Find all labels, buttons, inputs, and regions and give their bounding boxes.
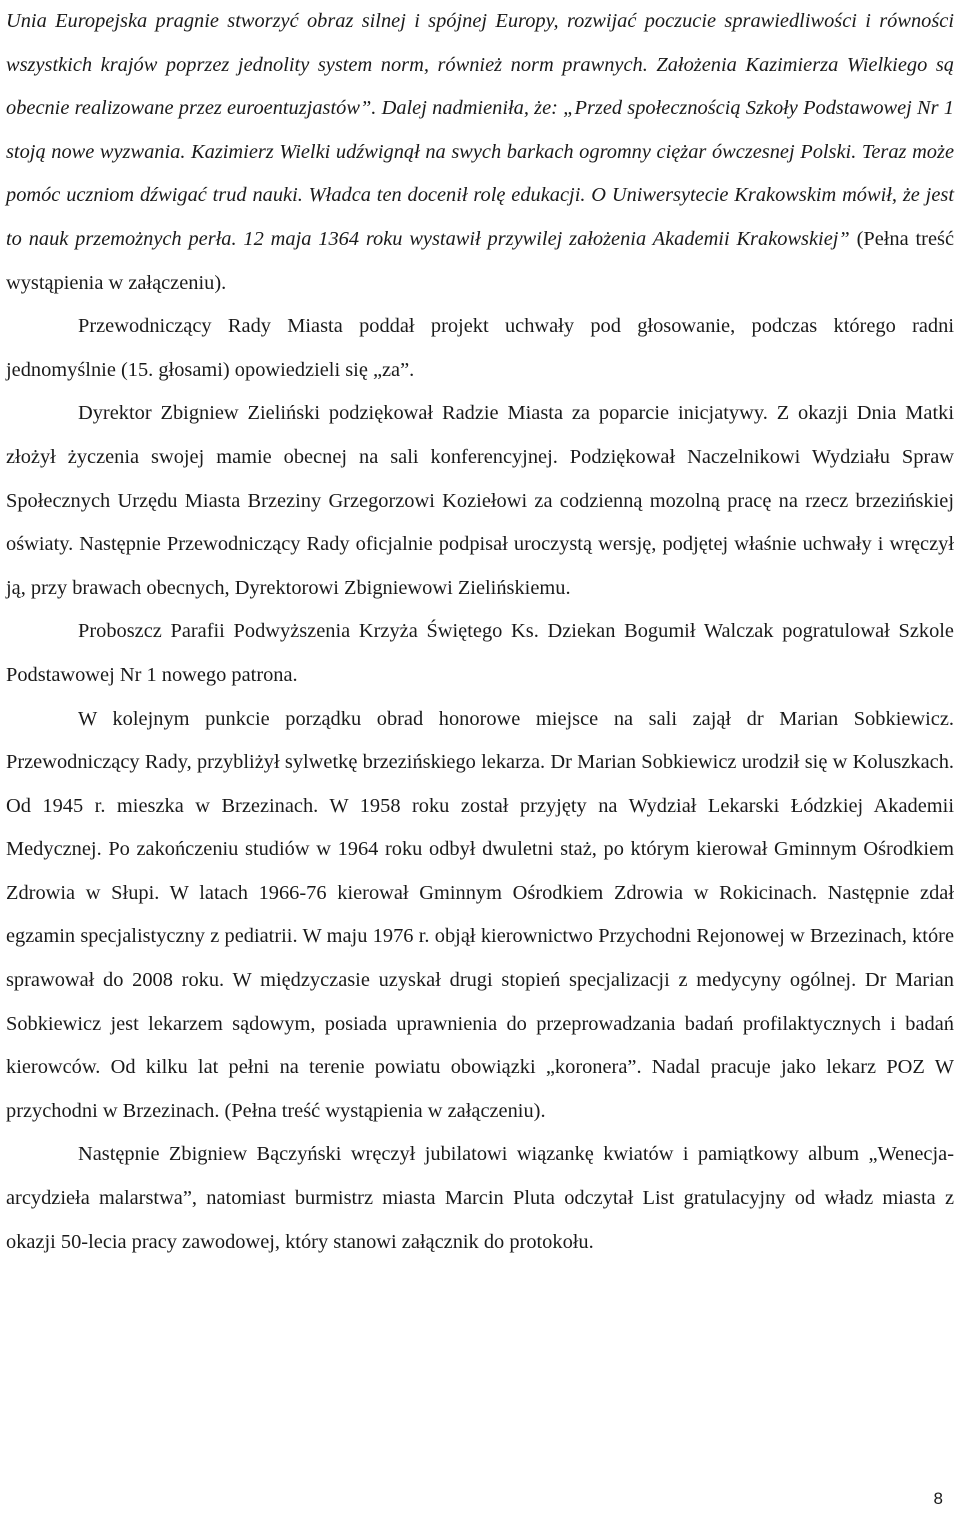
paragraph-vote: Przewodniczący Rady Miasta poddał projekt uchwały pod głosowanie, podczas którego radni jednomyślnie (15. głosami) opowiedzieli się „za”. (6, 315, 954, 381)
paragraph-director-thanks: Dyrektor Zbigniew Zieliński podziękował Radzie Miasta za poparcie inicjatywy. Z okazji Dnia Matki złożył życzenia swojej mamie obecnej na sali konferencyjnej. Podziękował Naczelnikowi Wydziału Spraw Społecznych Urzędu Miasta Brzeziny Grzegorzowi Koziełowi za codzienną mozolną pracę na rzecz brzezińskiej oświaty. Następnie Przewodniczący Rady oficjalnie podpisał uroczystą wersję, podjętej właśnie uchwały i wręczył ją, przy brawach obecnych, Dyrektorowi Zbigniewowi Zielińskiemu. (6, 402, 954, 599)
attachment-note: (Pełna treść wystąpienia w załączeniu). (6, 227, 954, 294)
paragraph-speech-continuation (6, 0, 954, 305)
page-number: 8 (933, 1489, 943, 1508)
speech-quote-text: Unia Europejska pragnie stworzyć obraz silnej i spójnej Europy, rozwijać poczucie sprawiedliwości i równości wszystkich krajów poprzez jednolity system norm, również norm prawnych. Założenia Kazimierza Wielkiego są obecnie realizowane przez euroentuzjastów”. Dalej nadmieniła, że: „Przed społecznością Szkoły Podstawowej Nr 1 stoją nowe wyzwania. Kazimierz Wielki udźwignął na swych barkach ogromny ciężar ówczesnej Polski. Teraz może pomóc uczniom dźwigać trud nauki. Władca ten docenił rolę edukacji. O Uniwersytecie Krakowskim mówił, że jest to nauk przemożnych perła. 12 maja 1364 roku wystawił przywilej założenia Akademii Krakowskiej” (6, 10, 954, 250)
paragraph-jubilee-gifts: Następnie Zbigniew Bączyński wręczył jubilatowi wiązankę kwiatów i pamiątkowy album „Wenecja-arcydzieła malarstwa”, natomiast burmistrz miasta Marcin Pluta odczytał List gratulacyjny od władz miasta z okazji 50-lecia pracy zawodowej, który stanowi załącznik do protokołu. (6, 1143, 954, 1253)
paragraph-sobkiewicz-bio: W kolejnym punkcie porządku obrad honorowe miejsce na sali zajął dr Marian Sobkiewicz. Przewodniczący Rady, przybliżył sylwetkę brzezińskiego lekarza. Dr Marian Sobkiewicz urodził się w Koluszkach. Od 1945 r. mieszka w Brzezinach. W 1958 roku został przyjęty na Wydział Lekarski Łódzkiej Akademii Medycznej. Po zakończeniu studiów w 1964 roku odbył dwuletni staż, po którym kierował Gminnym Ośrodkiem Zdrowia w Słupi. W latach 1966-76 kierował Gminnym Ośrodkiem Zdrowia w Rokicinach. Następnie zdał egzamin specjalistyczny z pediatrii. W maju 1976 r. objął kierownictwo Przychodni Rejonowej w Brzezinach, które sprawował do 2008 roku. W międzyczasie uzyskał drugi stopień specjalizacji z medycyny ogólnej. Dr Marian Sobkiewicz jest lekarzem sądowym, posiada uprawnienia do przeprowadzania badań profilaktycznych i badań kierowców. Od kilku lat pełni na terenie powiatu obowiązki „koronera”. Nadal pracuje jako lekarz POZ W przychodni w Brzezinach. (Pełna treść wystąpienia w załączeniu). (6, 707, 954, 1122)
document-body (6, 0, 954, 1264)
paragraph-parish-priest: Proboszcz Parafii Podwyższenia Krzyża Świętego Ks. Dziekan Bogumił Walczak pogratulował Szkole Podstawowej Nr 1 nowego patrona. (6, 620, 954, 686)
